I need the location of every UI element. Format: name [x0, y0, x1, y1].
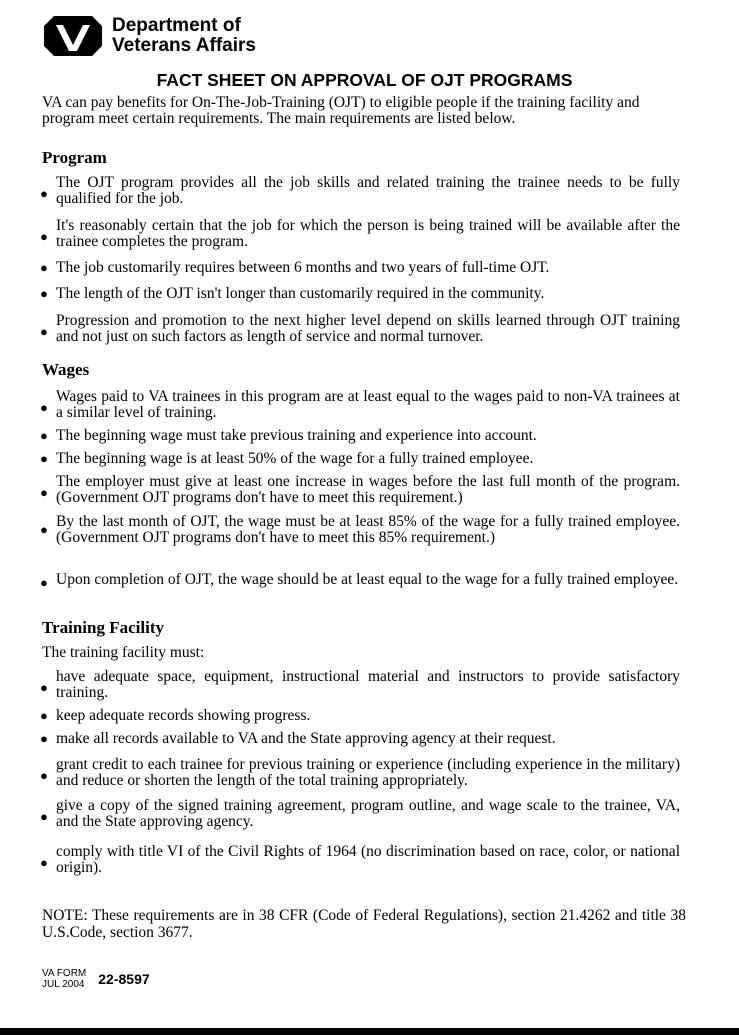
- department-name: [112, 16, 256, 56]
- bullet-icon: ●: [40, 451, 48, 466]
- list-item: ● give a copy of the signed training agreement, program outline, and wage scale to the trainee, VA, and the State approving agency.: [40, 797, 680, 830]
- form-number: 22-8597: [98, 971, 150, 987]
- bullet-icon: ●: [40, 768, 48, 783]
- list-item: ● make all records available to VA and the State approving agency at their request.: [40, 730, 556, 747]
- program-heading: Program: [42, 148, 107, 167]
- facility-lead-text: The training facility must:: [42, 644, 205, 661]
- list-item: ● comply with title VI of the Civil Rights of 1964 (no discrimination based on race, color, or national origin).: [40, 843, 680, 876]
- list-item: ● have adequate space, equipment, instructional material and instructors to provide satisfactory training.: [40, 668, 680, 701]
- form-label: VA FORM JUL 2004: [42, 968, 87, 990]
- bullet-icon: ●: [40, 324, 48, 339]
- bottom-rule: [0, 1028, 739, 1035]
- list-item: ● Upon completion of OJT, the wage should be at least equal to the wage for a fully trained employee.: [40, 571, 679, 590]
- intro-paragraph: VA can pay benefits for On-The-Job-Training (OJT) to eligible people if the training facility and program meet certain requirements. The main requirements are listed below.: [42, 94, 640, 127]
- list-item: ● Wages paid to VA trainees in this program are at least equal to the wages paid to non-VA trainees at a similar level of training.: [40, 388, 680, 421]
- list-item: ● The OJT program provides all the job skills and related training the trainee needs to be fully qualified for the job.: [40, 174, 680, 207]
- bullet-icon: ●: [40, 428, 48, 443]
- va-seal-logo-icon: [44, 16, 102, 56]
- dept-line-2: Veterans Affairs: [112, 35, 256, 56]
- list-item: ● keep adequate records showing progress.: [40, 707, 311, 724]
- bullet-icon: ●: [40, 400, 48, 415]
- list-item: ● The beginning wage must take previous training and experience into account.: [40, 427, 537, 444]
- bullet-icon: ●: [40, 809, 48, 824]
- list-item: ● The employer must give at least one increase in wages before the last full month of the program. (Government OJT programs don't have to meet this requirement.): [40, 473, 680, 506]
- list-item: ● It's reasonably certain that the job for which the person is being trained will be available after the trainee completes the program.: [40, 217, 680, 250]
- bullet-icon: ●: [40, 575, 48, 590]
- bullet-icon: ●: [40, 260, 48, 275]
- bullet-icon: ●: [40, 731, 48, 746]
- list-item: ● grant credit to each trainee for previous training or experience (including experience in the military) and reduce or shorten the length of the total training appropriately.: [40, 756, 680, 789]
- note-paragraph: NOTE: These requirements are in 38 CFR (Code of Federal Regulations), section 21.4262 and title 38 U.S.Code, section 3677.: [42, 907, 686, 941]
- bullet-icon: ●: [40, 708, 48, 723]
- bullet-icon: ●: [40, 485, 48, 500]
- list-item: ● The job customarily requires between 6 months and two years of full-time OJT.: [40, 259, 550, 276]
- wages-heading: Wages: [42, 360, 90, 379]
- bullet-icon: ●: [40, 522, 48, 537]
- list-item: ● The length of the OJT isn't longer than customarily required in the community.: [40, 285, 545, 302]
- bullet-icon: ●: [40, 855, 48, 870]
- page-title: FACT SHEET ON APPROVAL OF OJT PROGRAMS: [156, 70, 573, 90]
- bullet-icon: ●: [40, 186, 48, 201]
- form-identifier: [42, 968, 150, 990]
- bullet-icon: ●: [40, 229, 48, 244]
- list-item: ● By the last month of OJT, the wage must be at least 85% of the wage for a fully trained employee. (Government OJT programs don't have to meet this 85% requirement.): [40, 513, 680, 546]
- bullet-icon: ●: [40, 286, 48, 301]
- list-item: ● Progression and promotion to the next higher level depend on skills learned through OJT training and not just on such factors as length of service and normal turnover.: [40, 312, 680, 345]
- bullet-icon: ●: [40, 680, 48, 695]
- dept-line-1: Department of: [112, 15, 241, 36]
- training-facility-heading: Training Facility: [42, 618, 164, 637]
- header: [44, 16, 256, 56]
- list-item: ● The beginning wage is at least 50% of the wage for a fully trained employee.: [40, 450, 534, 467]
